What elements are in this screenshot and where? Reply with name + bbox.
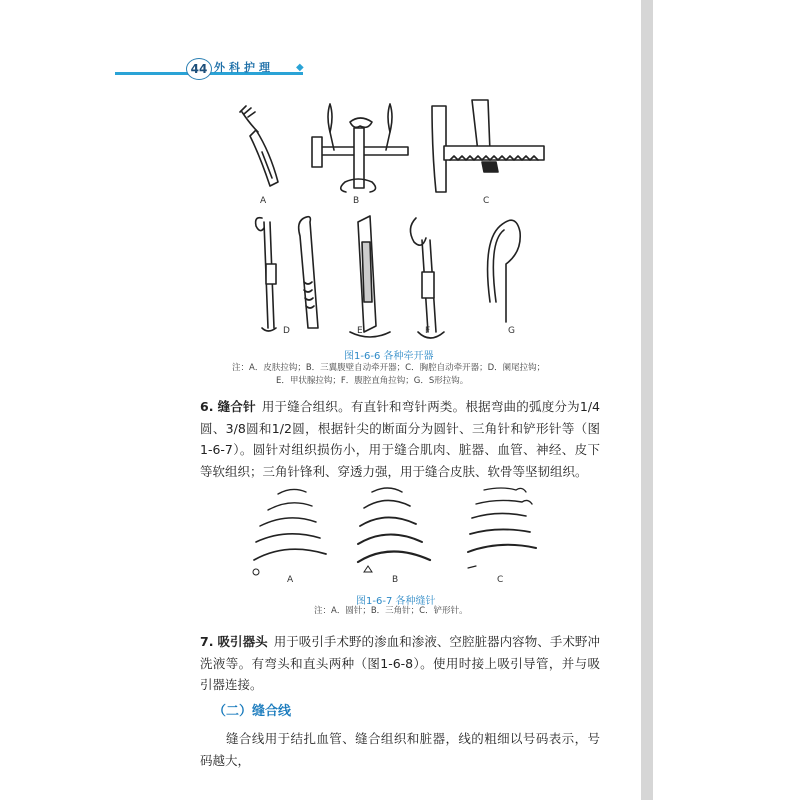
item-text: 用于缝合组织。有直针和弯针两类。根据弯曲的弧度分为1/4圆、3/8圆和1/2圆，根据针尖的断面分为圆针、三角针和铲形针等（图1-6-7）。圆针对组织损伤小，用于缝合肌肉、脏器、血管、神经、皮下等软组织；三角针锋利、穿透力强，用于缝合皮肤、软骨等坚韧组织。 xyxy=(200,399,600,479)
s-retractor-drawing xyxy=(488,220,521,322)
running-title: 外科护理 xyxy=(214,61,274,74)
paragraph-text: 缝合线用于结扎血管、缝合组织和脏器，线的粗细以号码表示，号码越大， xyxy=(200,731,600,768)
retractors-illustration xyxy=(200,92,580,342)
fig2-label-c: C xyxy=(497,575,504,585)
page-edge-shadow xyxy=(641,0,653,800)
fig2-label-a: A xyxy=(287,575,294,585)
fig1-label-f: F xyxy=(425,326,431,336)
thyroid-retractor-drawing xyxy=(299,217,318,328)
fig2-label-b: B xyxy=(392,575,399,585)
item-term: 缝合针 xyxy=(217,399,256,414)
item-text: 用于吸引手术野的渗血和渗液、空腔脏器内容物、手术野冲洗液等。有弯头和直头两种（图1-6-8）。使用时接上吸引导管，并与吸引器连接。 xyxy=(200,634,600,692)
suture-needles-illustration xyxy=(240,480,560,580)
paragraph-suture-thread xyxy=(200,728,600,771)
paragraph-suture-needle xyxy=(200,396,600,482)
abdominal-retractor-drawing xyxy=(312,104,408,192)
figure-2-note: 注：A．圆针；B．三角针；C．铲形针。 xyxy=(314,606,468,616)
paragraph-suction-tip xyxy=(200,631,600,696)
fig1-label-b: B xyxy=(353,196,360,206)
item-number: 6. xyxy=(200,399,214,414)
page-margin xyxy=(638,0,800,800)
fig1-label-g: G xyxy=(508,326,515,336)
header-ornament-icon: ◆ xyxy=(296,62,304,73)
figure-1-note-line1: 注：A．皮肤拉钩；B．三翼腹壁自动牵开器；C．胸腔自动牵开器；D．阑尾拉钩； xyxy=(232,363,546,373)
fig1-label-e: E xyxy=(357,326,363,336)
fig1-label-c: C xyxy=(483,196,490,206)
figure-1-caption: 图1-6-6 各种牵开器 xyxy=(344,351,434,362)
item-number: 7. xyxy=(200,634,214,649)
figure-2-caption: 图1-6-7 各种缝针 xyxy=(356,596,436,607)
fig1-label-d: D xyxy=(283,326,290,336)
chest-retractor-drawing xyxy=(432,100,544,192)
fig1-label-a: A xyxy=(260,196,267,206)
item-term: 吸引器头 xyxy=(217,634,268,649)
skin-hook-drawing xyxy=(240,106,278,186)
page-number: 44 xyxy=(186,58,212,80)
figure-1-note-line2: E．甲状腺拉钩；F．腹腔直角拉钩；G．S形拉钩。 xyxy=(276,376,469,386)
right-angle-retractor-drawing xyxy=(350,216,390,337)
appendix-retractor-drawing xyxy=(256,218,276,331)
deep-retractor-drawing xyxy=(410,218,444,338)
section-heading: （二）缝合线 xyxy=(213,704,292,719)
